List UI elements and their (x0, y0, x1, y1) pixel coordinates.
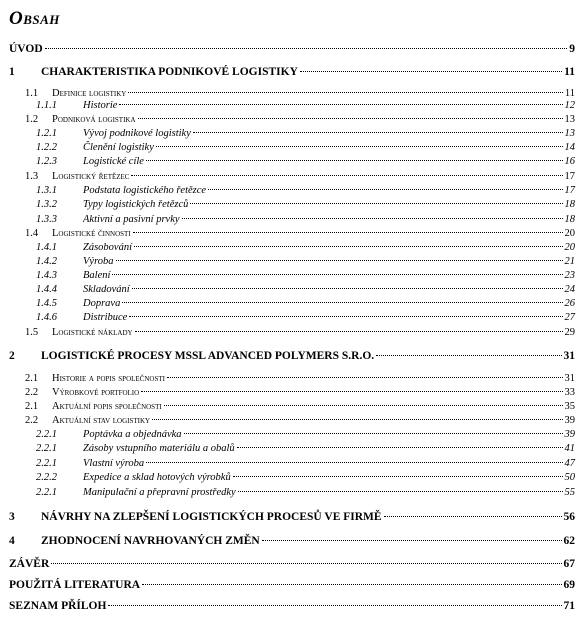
toc-entry-line (83, 311, 575, 325)
toc-entry[interactable] (0, 213, 586, 227)
toc-entry-line (52, 414, 575, 428)
toc-entry[interactable] (0, 269, 586, 283)
toc-entry-line (83, 155, 575, 169)
toc-entry-line (52, 113, 575, 127)
toc-entry[interactable] (0, 326, 586, 340)
toc-entry-page: 11 (564, 66, 575, 78)
dot-leader (119, 104, 562, 105)
toc-entry[interactable] (0, 534, 586, 548)
toc-entry-title[interactable]: Manipulační a přepravní prostředky (83, 487, 236, 498)
toc-entry-page: 50 (564, 472, 575, 483)
toc-entry-page: 35 (564, 401, 575, 412)
dot-leader (112, 274, 562, 275)
toc-entry-title[interactable]: Aktuální stav logistiky (52, 415, 151, 426)
toc-entry[interactable] (0, 198, 586, 212)
toc-entry[interactable] (0, 400, 586, 414)
toc-entry-page: 26 (564, 298, 575, 309)
toc-entry-title[interactable]: POUŽITÁ LITERATURA (9, 579, 141, 591)
toc-entry-line (83, 457, 575, 471)
toc-entry-line (83, 297, 575, 311)
toc-entry[interactable] (0, 486, 586, 500)
toc-entry-page: 31 (563, 350, 575, 362)
toc-entry-line (83, 141, 575, 155)
toc-entry[interactable] (0, 141, 586, 155)
toc-entry-line (52, 227, 575, 241)
toc-entry-number: 2.2.1 (36, 429, 57, 440)
toc-entry[interactable] (0, 557, 586, 571)
toc-entry-line (52, 170, 575, 184)
toc-entry-number: 1.1.1 (36, 100, 57, 111)
toc-entry-title[interactable]: Podstata logistického řetězce (83, 185, 207, 196)
toc-entry-title[interactable]: Logistické činnosti (52, 228, 131, 239)
toc-entry-page: 13 (564, 114, 575, 125)
toc-entry-line (52, 386, 575, 400)
toc-entry-line (52, 372, 575, 386)
toc-entry-page: 13 (564, 128, 575, 139)
dot-leader (182, 218, 563, 219)
toc-entry-page: 18 (564, 199, 575, 210)
dot-leader (142, 584, 561, 585)
toc-entry[interactable] (0, 42, 586, 56)
toc-entry-page: 14 (564, 142, 575, 153)
toc-entry-line (9, 599, 575, 613)
toc-entry-page: 29 (564, 327, 575, 338)
toc-entry-line (83, 198, 575, 212)
toc-entry-number: 1.5 (25, 327, 39, 338)
dot-leader (233, 476, 563, 477)
toc-entry-title[interactable]: Doprava (83, 298, 121, 309)
toc-entry-page: 55 (564, 487, 575, 498)
toc-entry[interactable] (0, 297, 586, 311)
toc-entry[interactable] (0, 599, 586, 613)
toc-entry-page: 21 (564, 256, 575, 267)
toc-entry-line (83, 471, 575, 485)
toc-entry[interactable] (0, 113, 586, 127)
toc-entry[interactable] (0, 442, 586, 456)
dot-leader (51, 563, 561, 564)
toc-entry-number: 1.2.1 (36, 128, 57, 139)
toc-entry-title[interactable]: Historie (83, 100, 118, 111)
toc-entry-number: 1.1 (25, 88, 39, 99)
toc-entry[interactable] (0, 227, 586, 241)
dot-leader (237, 447, 563, 448)
toc-entry-title[interactable]: Definice logistiky (52, 88, 127, 99)
toc-entry-title[interactable]: Výrobkové portfolio (52, 387, 140, 398)
toc-entry-number: 2.2 (25, 415, 39, 426)
toc-entry-title[interactable]: Logistické náklady (52, 327, 133, 338)
toc-heading: Obsah (9, 8, 60, 29)
toc-entry-line (52, 326, 575, 340)
toc-entry-line (9, 578, 575, 592)
dot-leader (238, 491, 563, 492)
toc-entry-title[interactable]: ZÁVĚR (9, 558, 50, 570)
toc-entry-number: 1.4.6 (36, 312, 57, 323)
dot-leader (146, 160, 563, 161)
toc-entry-title[interactable]: Balení (83, 270, 111, 281)
toc-entry-line (83, 213, 575, 227)
toc-entry-line (83, 442, 575, 456)
toc-entry-page: 24 (564, 284, 575, 295)
toc-entry-title[interactable]: Zásobování (83, 242, 133, 253)
toc-entry-number: 1.2.2 (36, 142, 57, 153)
toc-entry-title[interactable]: Aktivní a pasivní prvky (83, 214, 180, 225)
toc-entry-title[interactable]: ÚVOD (9, 43, 43, 55)
toc-entry[interactable] (0, 170, 586, 184)
toc-entry-title[interactable]: Vlastní výroba (83, 458, 145, 469)
dot-leader (190, 203, 562, 204)
toc-entry[interactable] (0, 65, 586, 79)
toc-entry[interactable] (0, 311, 586, 325)
toc-entry-number: 1.2 (25, 114, 39, 125)
toc-entry-number: 2.2 (25, 387, 39, 398)
dot-leader (262, 540, 562, 541)
toc-entry-line (83, 428, 575, 442)
toc-entry-page: 71 (563, 600, 575, 612)
toc-entry-title[interactable]: Členění logistiky (83, 142, 154, 153)
dot-leader (164, 405, 563, 406)
toc-entry-title[interactable]: ZHODNOCENÍ NAVRHOVANÝCH ZMĚN (41, 535, 260, 547)
toc-entry[interactable] (0, 155, 586, 169)
dot-leader (384, 516, 562, 517)
toc-entry-number: 2.2.1 (36, 487, 57, 498)
toc-entry-page: 20 (564, 242, 575, 253)
toc-entry-page: 33 (564, 387, 575, 398)
toc-entry-number: 1.4 (25, 228, 39, 239)
toc-entry-line (83, 486, 575, 500)
toc-entry-number: 1.3.1 (36, 185, 57, 196)
toc-entry-line (83, 241, 575, 255)
toc-entry-number: 1.4.4 (36, 284, 57, 295)
dot-leader (132, 288, 563, 289)
toc-entry-line (83, 255, 575, 269)
toc-entry-number: 1 (9, 66, 15, 78)
toc-entry-title[interactable]: Vývoj podnikové logistiky (83, 128, 191, 139)
toc-entry-title[interactable]: Logistické cíle (83, 156, 144, 167)
toc-entry[interactable] (0, 184, 586, 198)
dot-leader (167, 377, 563, 378)
dot-leader (134, 246, 562, 247)
toc-entry-title[interactable]: SEZNAM PŘÍLOH (9, 600, 107, 612)
toc-entry-title[interactable]: Logistický řetězec (52, 171, 130, 182)
toc-entry-line (9, 557, 575, 571)
dot-leader (45, 48, 568, 49)
dot-leader (300, 71, 562, 72)
toc-entry-number: 2.2.2 (36, 472, 57, 483)
toc-entry-line (41, 349, 575, 363)
toc-entry-title[interactable]: Poptávka a objednávka (83, 429, 182, 440)
toc-entry[interactable] (0, 578, 586, 592)
toc-entry-page: 39 (564, 429, 575, 440)
dot-leader (152, 419, 562, 420)
toc-entry-number: 1.3 (25, 171, 39, 182)
dot-leader (135, 331, 563, 332)
toc-entry-page: 18 (564, 214, 575, 225)
dot-leader (193, 132, 563, 133)
toc-entry-line (83, 269, 575, 283)
dot-leader (141, 391, 562, 392)
toc-entry-title[interactable]: LOGISTICKÉ PROCESY MSSL ADVANCED POLYMERS S.R.O. (41, 350, 375, 362)
toc-entry-page: 17 (564, 185, 575, 196)
dot-leader (108, 605, 561, 606)
toc-entry[interactable] (0, 414, 586, 428)
toc-entry-title[interactable]: Podniková logistika (52, 114, 136, 125)
dot-leader (122, 302, 562, 303)
toc-entry-title[interactable]: Výroba (83, 256, 114, 267)
toc-entry-number: 2.1 (25, 373, 39, 384)
toc-entry[interactable] (0, 349, 586, 363)
toc-entry-number: 1.4.1 (36, 242, 57, 253)
toc-entry[interactable] (0, 386, 586, 400)
toc-entry[interactable] (0, 471, 586, 485)
toc-entry-number: 2.2.1 (36, 443, 57, 454)
toc-entry-number: 1.4.2 (36, 256, 57, 267)
toc-entry-number: 2 (9, 350, 15, 362)
dot-leader (184, 433, 563, 434)
toc-entry-title[interactable]: Distribuce (83, 312, 128, 323)
toc-entry-page: 27 (564, 312, 575, 323)
toc-entry[interactable] (0, 255, 586, 269)
toc-entry[interactable] (0, 428, 586, 442)
toc-entry-title[interactable]: CHARAKTERISTIKA PODNIKOVÉ LOGISTIKY (41, 66, 298, 78)
dot-leader (376, 355, 561, 356)
toc-entry[interactable] (0, 372, 586, 386)
toc-entry-line (83, 127, 575, 141)
dot-leader (133, 232, 563, 233)
toc-entry-line (83, 99, 575, 113)
toc-entry-page: 16 (564, 156, 575, 167)
toc-entry[interactable] (0, 241, 586, 255)
toc-entry-page: 41 (564, 443, 575, 454)
toc-entry[interactable] (0, 99, 586, 113)
toc-entry-page: 12 (564, 100, 575, 111)
toc-entry-title[interactable]: NÁVRHY NA ZLEPŠENÍ LOGISTICKÝCH PROCESŮ VE FIRMĚ (41, 511, 382, 523)
toc-entry-number: 1.2.3 (36, 156, 57, 167)
dot-leader (138, 118, 563, 119)
toc-entry-line (41, 534, 575, 548)
dot-leader (116, 260, 563, 261)
toc-entry-title[interactable]: Historie a popis společnosti (52, 373, 165, 384)
toc-entry-number: 1.3.3 (36, 214, 57, 225)
toc-entry-page: 69 (563, 579, 575, 591)
toc-entry-line (41, 510, 575, 524)
toc-entry[interactable] (0, 127, 586, 141)
toc-entry-line (41, 65, 575, 79)
toc-entry-line (83, 283, 575, 297)
toc-entry-title[interactable]: Expedice a sklad hotových výrobků (83, 472, 231, 483)
toc-entry-title[interactable]: Skladování (83, 284, 130, 295)
toc-entry-page: 39 (564, 415, 575, 426)
toc-entry[interactable] (0, 283, 586, 297)
toc-entry-page: 56 (563, 511, 575, 523)
toc-entry-page: 31 (564, 373, 575, 384)
toc-entry-line (52, 400, 575, 414)
toc-entry-title[interactable]: Typy logistických řetězců (83, 199, 189, 210)
toc-entry-number: 2.2.1 (36, 458, 57, 469)
toc-entry-page: 20 (564, 228, 575, 239)
toc-entry-page: 17 (564, 171, 575, 182)
dot-leader (156, 146, 563, 147)
toc-entry-line (83, 184, 575, 198)
dot-leader (146, 462, 562, 463)
dot-leader (128, 92, 563, 93)
toc-entry-page: 47 (564, 458, 575, 469)
toc-entry-number: 3 (9, 511, 15, 523)
toc-entry-line (9, 42, 575, 56)
toc-entry-page: 9 (569, 43, 575, 55)
toc-entry-title[interactable]: Zásoby vstupního materiálu a obalů (83, 443, 235, 454)
toc-entry-number: 1.4.3 (36, 270, 57, 281)
toc-entry-title[interactable]: Aktuální popis společnosti (52, 401, 162, 412)
toc-entry-number: 4 (9, 535, 15, 547)
toc-entry-page: 23 (564, 270, 575, 281)
dot-leader (208, 189, 562, 190)
toc-entry-page: 67 (563, 558, 575, 570)
dot-leader (131, 175, 562, 176)
toc-entry-number: 1.3.2 (36, 199, 57, 210)
toc-entry-page: 62 (563, 535, 575, 547)
toc-entry-number: 2.1 (25, 401, 39, 412)
toc-entry-number: 1.4.5 (36, 298, 57, 309)
dot-leader (129, 316, 562, 317)
toc-entry-page: 11 (564, 88, 575, 99)
toc-entry[interactable] (0, 510, 586, 524)
toc-entry[interactable] (0, 457, 586, 471)
